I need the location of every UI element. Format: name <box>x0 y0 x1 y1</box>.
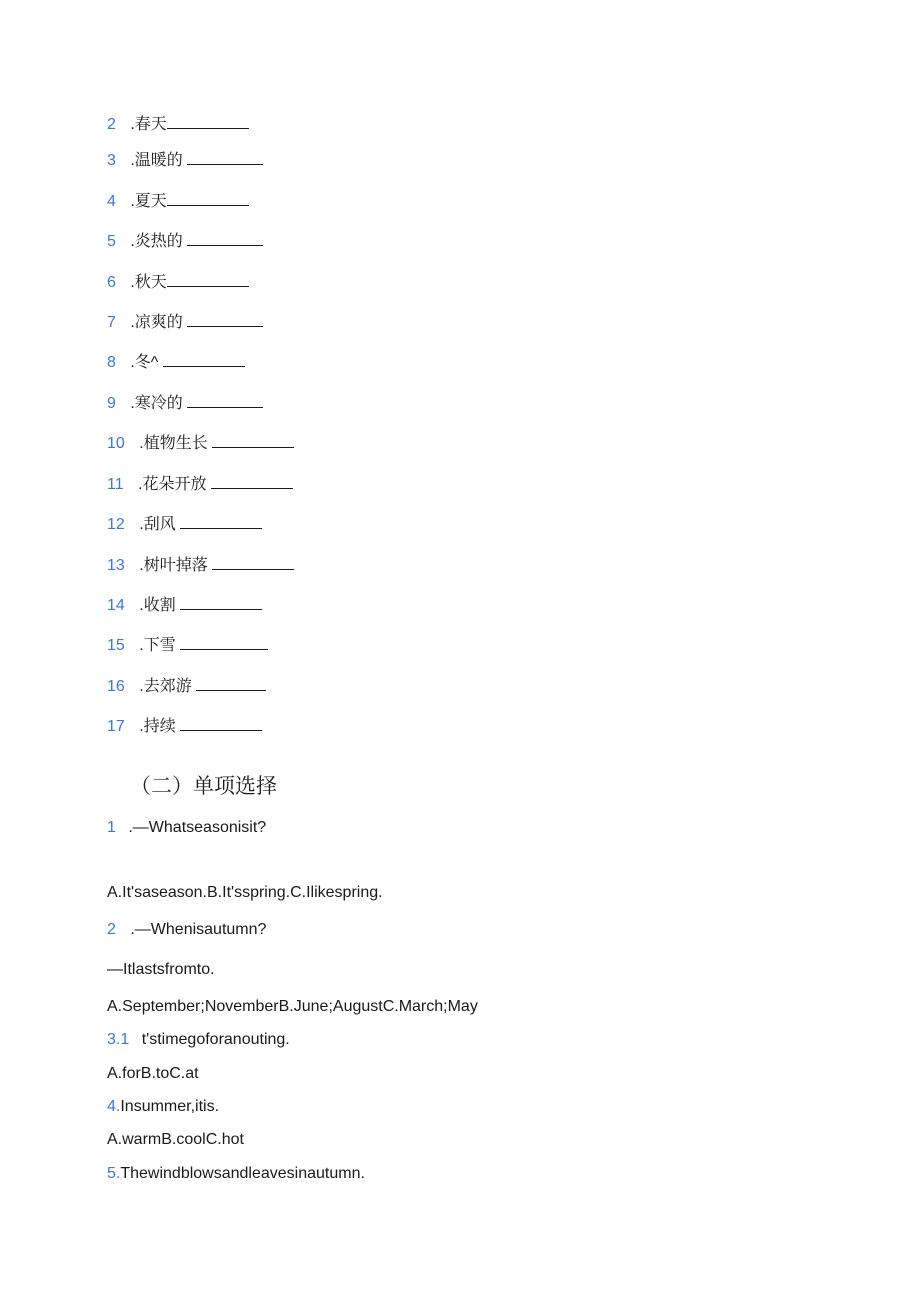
question-1-options: A.It'saseason.B.It'sspring.C.Ilikespring. <box>107 884 383 901</box>
item-number: 2 <box>107 116 116 133</box>
answer-blank[interactable] <box>187 312 263 327</box>
answer-blank[interactable] <box>211 474 293 489</box>
question-stem: Thewindblowsandleavesinautumn. <box>120 1165 365 1182</box>
answer-blank[interactable] <box>212 555 294 570</box>
item-number: 12 <box>107 516 125 533</box>
item-text: .下雪 <box>139 637 176 654</box>
item-text: .夏天 <box>130 193 167 210</box>
list-item <box>107 716 262 737</box>
question-stem: Insummer,itis. <box>120 1098 220 1115</box>
item-number: 8 <box>107 354 116 371</box>
answer-blank[interactable] <box>196 676 266 691</box>
question-number: 5. <box>107 1165 121 1182</box>
list-item <box>107 352 245 373</box>
item-text: .持续 <box>139 718 176 735</box>
list-item <box>107 635 268 656</box>
item-number: 16 <box>107 678 125 695</box>
item-number: 11 <box>107 476 124 493</box>
answer-blank[interactable] <box>180 716 262 731</box>
answer-blank[interactable] <box>167 114 249 129</box>
item-text: .温暖的 <box>130 152 183 169</box>
answer-blank[interactable] <box>167 272 249 287</box>
answer-blank[interactable] <box>180 635 268 650</box>
item-number: 5 <box>107 233 116 250</box>
question-stem: .—Whenisautumn? <box>130 921 267 938</box>
item-text: .去郊游 <box>139 678 192 695</box>
item-number: 17 <box>107 718 125 735</box>
answer-blank[interactable] <box>167 191 249 206</box>
list-item <box>107 231 263 252</box>
item-text: .植物生长 <box>139 435 208 452</box>
answer-blank[interactable] <box>187 150 263 165</box>
item-number: 3 <box>107 152 116 169</box>
item-text: .冬^ <box>130 354 159 371</box>
question-number: 2 <box>107 921 116 938</box>
item-text: .春天 <box>130 116 167 133</box>
answer-blank[interactable] <box>180 514 262 529</box>
item-text: .炎热的 <box>130 233 183 250</box>
item-text: .秋天 <box>130 274 167 291</box>
list-item <box>107 474 293 495</box>
item-number: 6 <box>107 274 116 291</box>
question-5 <box>107 1164 365 1184</box>
list-item <box>107 676 266 697</box>
list-item <box>107 595 262 616</box>
question-number: 1 <box>107 819 116 836</box>
item-text: .寒冷的 <box>130 395 183 412</box>
list-item <box>107 114 249 135</box>
item-number: 10 <box>107 435 125 452</box>
question-2-options: A.September;NovemberB.June;AugustC.March;May <box>107 998 478 1015</box>
question-4-options: A.warmB.coolC.hot <box>107 1131 244 1148</box>
question-3 <box>107 1030 290 1050</box>
answer-blank[interactable] <box>180 595 262 610</box>
answer-blank[interactable] <box>187 393 263 408</box>
item-text: .树叶掉落 <box>139 557 208 574</box>
answer-blank[interactable] <box>163 352 245 367</box>
list-item <box>107 191 249 212</box>
item-number: 4 <box>107 193 116 210</box>
question-number: 3.1 <box>107 1031 130 1048</box>
question-2-answer: —Itlastsfromto. <box>107 961 215 978</box>
list-item <box>107 393 263 414</box>
answer-blank[interactable] <box>187 231 263 246</box>
list-item <box>107 150 263 171</box>
list-item <box>107 555 294 576</box>
item-text: .收割 <box>139 597 176 614</box>
list-item <box>107 272 249 293</box>
list-item <box>107 514 262 535</box>
item-text: .凉爽的 <box>130 314 183 331</box>
list-item <box>107 312 263 333</box>
item-text: .花朵开放 <box>138 476 207 493</box>
item-number: 14 <box>107 597 125 614</box>
question-stem: .—Whatseasonisit? <box>128 819 267 836</box>
question-4 <box>107 1097 219 1117</box>
item-number: 7 <box>107 314 116 331</box>
item-number: 15 <box>107 637 125 654</box>
list-item <box>107 433 294 454</box>
question-1 <box>107 818 266 838</box>
item-text: .刮风 <box>139 516 176 533</box>
item-number: 13 <box>107 557 125 574</box>
question-stem: t'stimegoforanouting. <box>141 1031 290 1048</box>
question-2 <box>107 920 266 940</box>
answer-blank[interactable] <box>212 433 294 448</box>
section-heading: （二）单项选择 <box>130 775 277 798</box>
question-3-options: A.forB.toC.at <box>107 1065 199 1082</box>
item-number: 9 <box>107 395 116 412</box>
question-number: 4. <box>107 1098 121 1115</box>
